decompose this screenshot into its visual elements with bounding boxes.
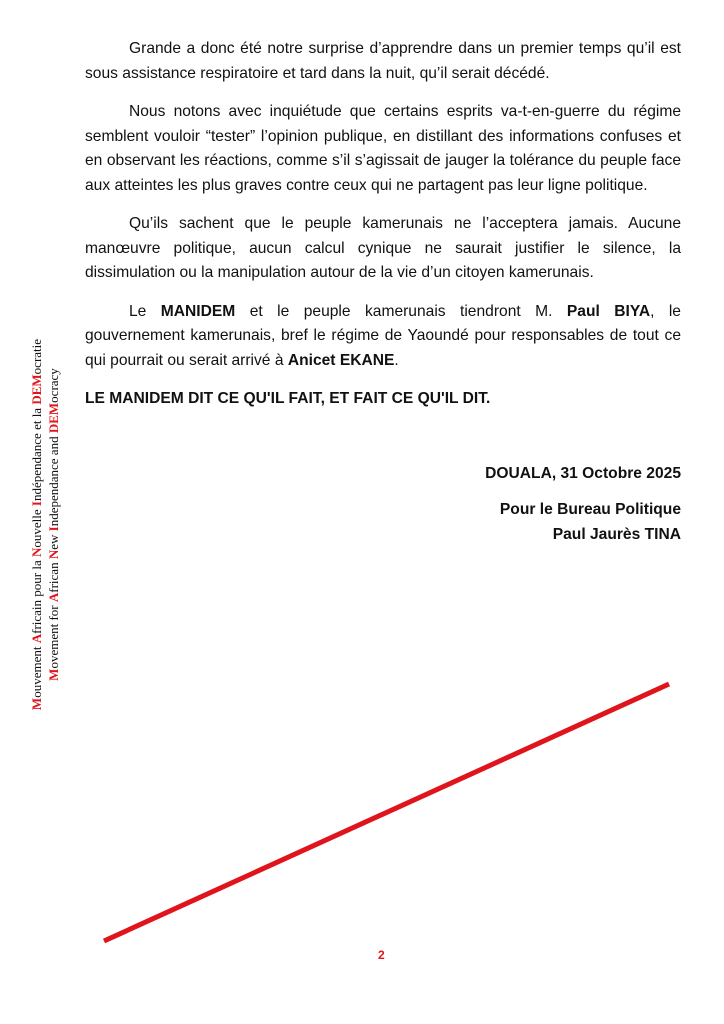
paragraph-2: Nous notons avec inquiétude que certains esprits va-t-en-guerre du régime semblent vouloir “tester” l’opinion publique, en distillant des informations confuses et en observant les réactions, comme s’il s’agissait de jauger la tolérance du peuple face aux atteintes les plus graves contre ceux qui ne partagent pas leur ligne politique. bbox=[85, 103, 681, 194]
initial: N bbox=[29, 547, 44, 557]
text: ndependance and bbox=[46, 433, 61, 527]
text: ovement for bbox=[46, 602, 61, 669]
initial: A bbox=[46, 592, 61, 603]
initial: I bbox=[29, 501, 44, 507]
signature-line-1: Pour le Bureau Politique bbox=[499, 501, 681, 518]
text: ocracy bbox=[46, 368, 61, 403]
text: frican bbox=[46, 559, 61, 593]
paragraph-3: Qu’ils sachent que le peuple kamerunais ne l’acceptera jamais. Aucune manœuvre politique, aucun calcul cynique ne saurait justifier le silence, la dissimulation ou la manipulation autour de la vie d’un citoyen kamerunais. bbox=[85, 215, 681, 281]
initial: I bbox=[46, 526, 61, 532]
paragraph-1: Grande a donc été notre surprise d’apprendre dans un premier temps qu’il est sous assistance respiratoire et tard dans la nuit, qu’il serait décédé. bbox=[85, 40, 681, 82]
text: . bbox=[394, 351, 399, 369]
text: , le gouvernement kamerunais, bref le régime de Yaoundé pour responsables de tout ce qui pourrait ou serait arrivé à bbox=[85, 302, 681, 369]
text: fricain pour la bbox=[29, 557, 44, 634]
party-name: MANIDEM bbox=[160, 302, 236, 320]
place-date: DOUALA, 31 Octobre 2025 bbox=[485, 464, 681, 482]
text: Le bbox=[129, 302, 161, 320]
initial: DEM bbox=[29, 374, 44, 405]
text: ocratie bbox=[29, 338, 44, 375]
text: ouvelle bbox=[29, 506, 44, 548]
slogan: LE MANIDEM DIT CE QU'IL FAIT, ET FAIT CE QU'IL DIT. bbox=[85, 390, 491, 407]
text: et le peuple kamerunais tiendront M. bbox=[235, 302, 567, 320]
initial: M bbox=[29, 697, 44, 711]
initial: DEM bbox=[46, 402, 61, 434]
signature-line-2: Paul Jaurès TINA bbox=[552, 525, 681, 543]
text: ouvement bbox=[29, 643, 44, 698]
initial: M bbox=[46, 668, 61, 681]
person-name: Paul BIYA bbox=[566, 302, 651, 320]
page-number: 2 bbox=[378, 948, 385, 962]
person-name: Anicet EKANE bbox=[287, 351, 395, 369]
text: ndépendance et la bbox=[29, 404, 44, 502]
initial: N bbox=[46, 549, 61, 560]
initial: A bbox=[29, 633, 44, 644]
text: ew bbox=[46, 531, 61, 550]
